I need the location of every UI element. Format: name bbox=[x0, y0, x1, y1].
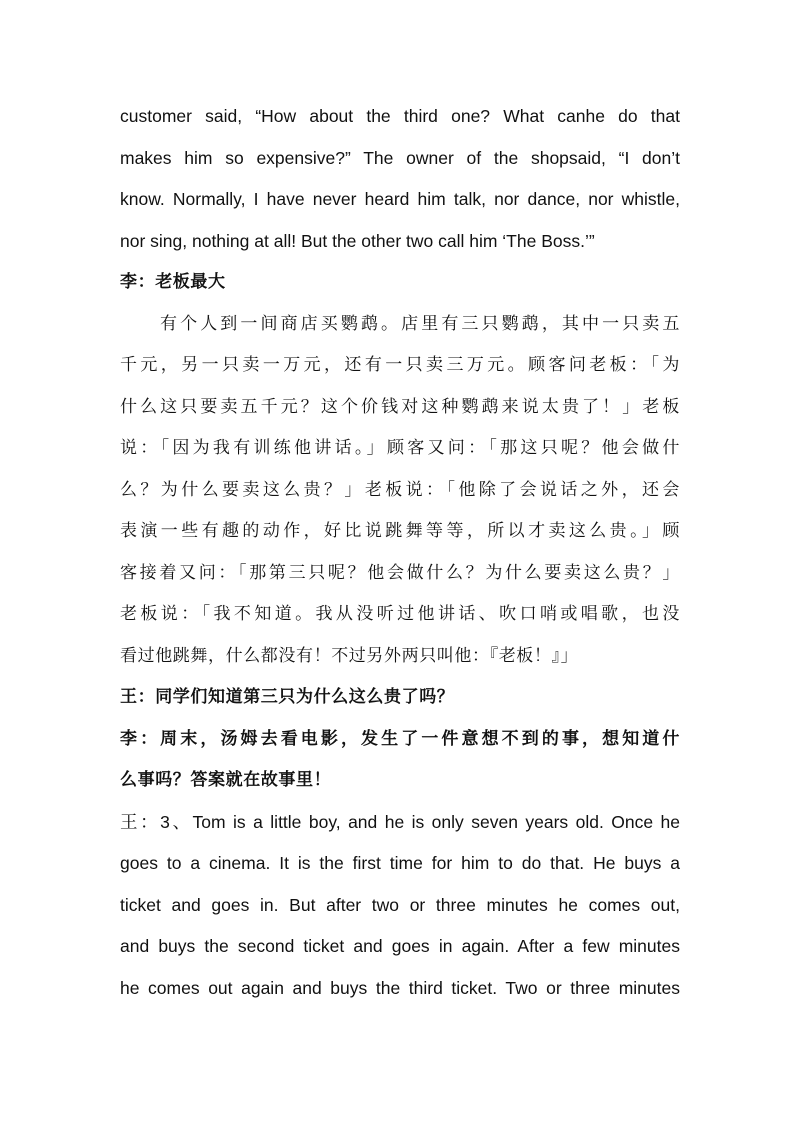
text-line: makes him so expensive?” The owner of the shopsaid, “I don’t bbox=[120, 147, 680, 168]
section-heading: 李：老板最大 bbox=[120, 272, 226, 292]
text-line: 么？为什么要卖这么贵？」老板说：「他除了会说话之外，还会 bbox=[120, 479, 680, 500]
dialogue-question: 王：同学们知道第三只为什么这么贵了吗？ bbox=[120, 687, 455, 707]
text-line: 千元，另一只卖一万元，还有一只卖三万元。顾客问老板：「为 bbox=[120, 355, 680, 375]
paragraph-first-line: 有个人到一间商店买鹦鹉。店里有三只鹦鹉，其中一只卖五 bbox=[160, 313, 680, 334]
dialogue-intro: 李：周末，汤姆去看电影，发生了一件意想不到的事，想知道什 bbox=[120, 728, 680, 749]
text-line: and buys the second ticket and goes in again. After a few minutes bbox=[120, 936, 680, 956]
text-line: 什么这只要卖五千元？这个价钱对这种鹦鹉来说太贵了！」老板 bbox=[120, 396, 680, 417]
text-line: 老板说：「我不知道。我从没听过他讲话、吹口哨或唱歌，也没 bbox=[120, 604, 680, 624]
text-line: customer said, “How about the third one? What canhe do that bbox=[120, 106, 680, 126]
text-line: nor sing, nothing at all! But the other two call him ‘The Boss.’” bbox=[120, 230, 595, 251]
text-line: know. Normally, I have never heard him talk, nor dance, nor whistle, bbox=[120, 189, 680, 209]
text-line: 看过他跳舞，什么都没有！不过另外两只叫他：『老板！』」 bbox=[120, 645, 579, 666]
text-line: 表演一些有趣的动作，好比说跳舞等等，所以才卖这么贵。」顾 bbox=[120, 521, 680, 541]
text-line: goes to a cinema. It is the first time for him to do that. He buys a bbox=[120, 853, 680, 873]
text-line: ticket and goes in. But after two or three minutes he comes out, bbox=[120, 894, 680, 915]
text-line: 说：「因为我有训练他讲话。」顾客又问：「那这只呢？他会做什 bbox=[120, 438, 680, 458]
story-start-line: 王：3、Tom is a little boy, and he is only seven years old. Once he bbox=[120, 811, 680, 832]
text-line: he comes out again and buys the third ticket. Two or three minutes bbox=[120, 977, 680, 998]
text-line: 客接着又问：「那第三只呢？他会做什么？为什么要卖这么贵？」 bbox=[120, 562, 680, 583]
document-body bbox=[120, 96, 680, 1009]
dialogue-intro: 么事吗？答案就在故事里！ bbox=[120, 770, 332, 790]
